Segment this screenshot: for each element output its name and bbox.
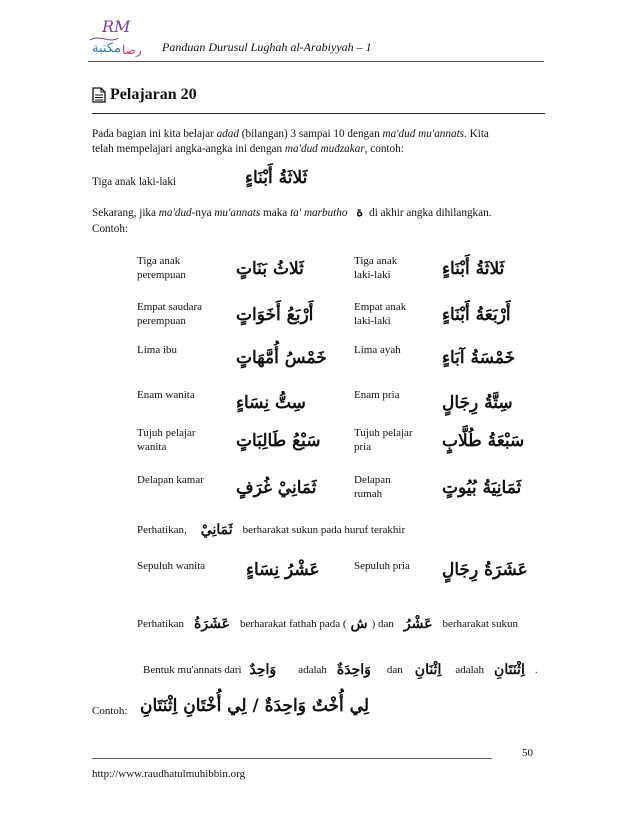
intro-example-label: Tiga anak laki-laki [92,176,177,188]
site-logo [88,14,150,58]
row-fem-label-1: Delapan kamar [137,474,204,486]
row-fem-label-2: wanita [137,441,167,453]
row-masc-label-2: rumah [354,488,383,500]
ten-fem-label: Sepuluh wanita [137,560,206,572]
ten-fem-arabic: عَشْرُ نِسَاءٍ [246,560,320,580]
row-masc-arabic: خَمْسَةُ آبَاءٍ [442,348,516,368]
row-masc-label-1: Delapan [354,474,391,486]
row-masc-arabic: سَبْعَةُ طُلَّابٍ [442,431,525,451]
row-masc-arabic: ثَلاثَةُ أَبْنَاءٍ [442,259,505,279]
header-title: Panduan Durusul Lughah al-Arabiyyah – 1 [162,40,372,54]
ten-masc-arabic: عَشَرَةُ رِجَالٍ [442,560,528,580]
bentuk-muannats: Bentuk mu'annats dari وَاحِدٌ adalah وَاحِدَةٌ dan اِثْنَانِ adalah اِثْنَتَانِ . [143,662,538,678]
row-masc-label-1: Enam pria [354,389,400,401]
note-thamani: Perhatikan, ثَمَانِيْ berharakat sukun pada huruf terakhir [137,522,406,538]
document-icon [92,87,106,103]
row-fem-label-1: Lima ibu [137,344,178,356]
row-masc-label-2: laki-laki [354,269,391,281]
row-fem-label-2: perempuan [137,269,186,281]
row-masc-label-1: Tiga anak [354,255,398,267]
row-fem-label-1: Tiga anak [137,255,181,267]
row-masc-arabic: ثَمَانِيَةُ بُيُوتٍ [442,478,522,498]
row-masc-label-1: Empat anak [354,301,407,313]
ten-masc-label: Sepuluh pria [354,560,410,572]
page-number: 50 [522,747,533,759]
contoh2-label: Contoh: [92,705,128,717]
row-fem-arabic: خَمْسُ أُمَّهَاتٍ [236,348,327,368]
header-divider [88,61,544,62]
svg-text:رضا: رضا [122,43,142,57]
intro-example-arabic: ثَلاثَةُ أَبْنَاءٍ [245,168,308,188]
row-fem-arabic: أَرْبَعُ أَخَوَاتٍ [236,305,314,325]
lesson-heading [92,86,197,104]
row-fem-label-1: Enam wanita [137,389,195,401]
svg-text:مكتبة: مكتبة [92,41,121,56]
ta-marbutho-letter: ة [356,205,364,220]
row-fem-label-1: Empat saudara [137,301,203,313]
note-asharah: Perhatikan عَشَرَةُ berharakat fathah pada ( ش ) dan عَشْرُ berharakat sukun [137,616,518,632]
row-fem-arabic: سَبْعُ طَالِبَاتٍ [236,431,321,451]
row-fem-arabic: ثَلاثُ بَنَاتٍ [236,259,304,279]
footer-url[interactable]: http://www.raudhatulmuhibbin.org [92,768,246,780]
row-fem-arabic: ثَمَانِيْ غُرَفٍ [236,478,317,498]
row-fem-arabic: سِتُّ نِسَاءٍ [236,393,306,413]
lesson-divider [92,113,545,114]
intro-paragraph: Pada bagian ini kita belajar adad (bilangan) 3 sampai 10 dengan ma'dud mu'annats. Kita telah mempelajari angka-angka ini dengan ma'dud mudzakar, contoh: [92,128,489,155]
row-fem-label-1: Tujuh pelajar [137,427,196,439]
row-masc-arabic: أَرْبَعَةُ أَبْنَاءٍ [442,305,511,325]
row-masc-arabic: سِتَّةُ رِجَالٍ [442,393,513,413]
row-masc-label-1: Lima ayah [354,344,401,356]
row-fem-label-2: perempuan [137,315,186,327]
row-masc-label-2: laki-laki [354,315,391,327]
svg-text:RM: RM [102,17,131,36]
footer-divider [92,758,492,759]
row-masc-label-2: pria [354,441,372,453]
row-masc-label-1: Tujuh pelajar [354,427,413,439]
contoh-label: Contoh: [92,223,129,235]
rule-paragraph: Sekarang, jika ma'dud-nya mu'annats maka ta' marbutho ة di akhir angka dihilangkan. [92,205,492,220]
contoh2-arabic: لِي أُخْتٌ وَاحِدَةٌ / لِي أُخْتَانِ اِثْنَتَانِ [140,696,370,716]
lesson-title: Pelajaran 20 [110,86,197,103]
